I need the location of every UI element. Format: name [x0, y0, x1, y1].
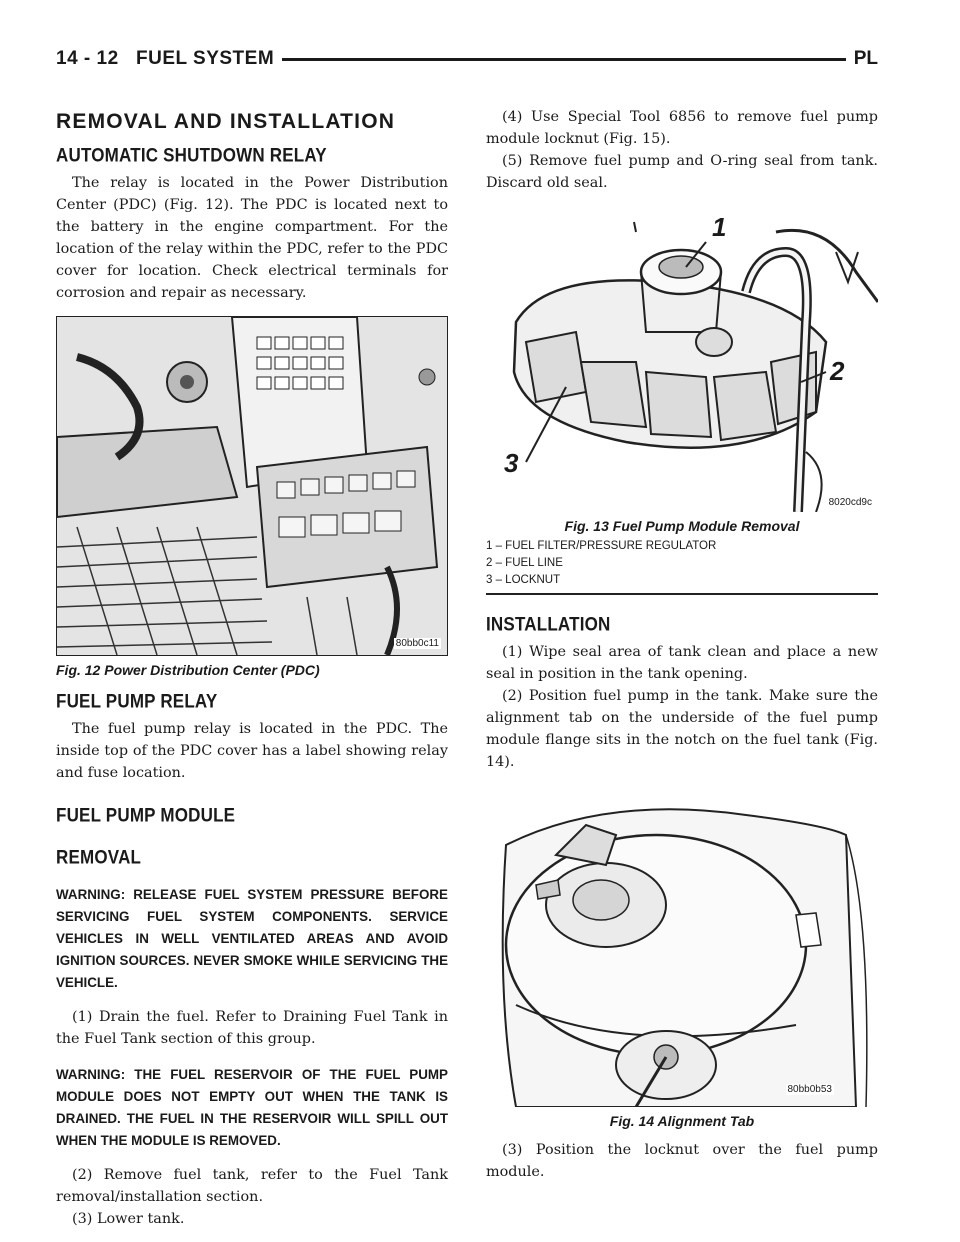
- figure-12: [56, 316, 448, 678]
- fig13-caption: Fig. 13 Fuel Pump Module Removal: [564, 518, 800, 534]
- legend-item: 2 – FUEL LINE: [486, 557, 563, 569]
- warning-reservoir: WARNING: THE FUEL RESERVOIR OF THE FUEL PUMP MODULE DOES NOT EMPTY OUT WHEN THE TANK IS DRAINED. THE FUEL IN THE RESERVOIR WILL SPILL OUT WHEN THE MODULE IS REMOVED.: [56, 1067, 448, 1148]
- fig12-caption: Fig. 12 Power Distribution Center (PDC): [56, 662, 320, 678]
- removal-heading: REMOVAL: [56, 846, 142, 869]
- figure-13: [486, 212, 878, 595]
- removal-step-3: (3) Lower tank.: [72, 1211, 185, 1227]
- fig13-legend: [486, 538, 878, 589]
- fig14-caption: Fig. 14 Alignment Tab: [609, 1113, 755, 1129]
- alignment-tab-drawing: [486, 795, 878, 1107]
- fig13-rule: [486, 593, 878, 595]
- right-column: [486, 106, 878, 1183]
- left-column: [56, 106, 448, 1230]
- main-title: REMOVAL AND INSTALLATION: [56, 110, 396, 133]
- alignment-tab-illustration: [486, 795, 878, 1107]
- asd-heading: AUTOMATIC SHUTDOWN RELAY: [56, 144, 327, 167]
- pdc-drawing: [57, 317, 447, 655]
- removal-step-2: (2) Remove fuel tank, refer to the Fuel Tank removal/installation section.: [56, 1167, 448, 1205]
- figure-14: [486, 795, 878, 1129]
- legend-item: 3 – LOCKNUT: [486, 574, 561, 586]
- header-page-section: 14 - 12 FUEL SYSTEM: [56, 48, 282, 70]
- fig13-callout-1: 1: [712, 212, 727, 242]
- fig14-code: 80bb0b53: [787, 1084, 832, 1095]
- removal-step-5: (5) Remove fuel pump and O-ring seal from tank. Discard old seal.: [486, 153, 878, 191]
- fpm-heading: FUEL PUMP MODULE: [56, 804, 236, 827]
- fig13-callout-2: 2: [830, 356, 845, 386]
- fuel-pump-drawing: [486, 212, 878, 512]
- fpr-heading: FUEL PUMP RELAY: [56, 690, 218, 713]
- header-code: PL: [846, 48, 878, 70]
- fig13-callout-3: 3: [504, 448, 519, 478]
- install-step-2: (2) Position fuel pump in the tank. Make sure the alignment tab on the underside of the fuel pump module flange sits in the notch on the fuel tank (Fig. 14).: [486, 688, 878, 770]
- page-header: [56, 48, 878, 78]
- legend-item: 1 – FUEL FILTER/PRESSURE REGULATOR: [486, 540, 717, 552]
- fuel-pump-illustration: [486, 212, 878, 512]
- fig13-code: 8020cd9c: [828, 497, 872, 508]
- fig12-code: 80bb0c11: [395, 638, 439, 649]
- install-step-1: (1) Wipe seal area of tank clean and place a new seal in position in the tank opening.: [486, 644, 878, 682]
- pdc-illustration: [56, 316, 448, 656]
- removal-step-4: (4) Use Special Tool 6856 to remove fuel pump module locknut (Fig. 15).: [486, 109, 878, 147]
- fpr-paragraph: The fuel pump relay is located in the PDC. The inside top of the PDC cover has a label showing relay and fuse location.: [56, 721, 448, 781]
- install-step-3: (3) Position the locknut over the fuel pump module.: [486, 1142, 878, 1180]
- warning-pressure: WARNING: RELEASE FUEL SYSTEM PRESSURE BEFORE SERVICING FUEL SYSTEM COMPONENTS. SERVICE VEHICLES IN WELL VENTILATED AREAS AND AVOID IGNITION SOURCES. NEVER SMOKE WHILE SERVICING THE VEHICLE.: [56, 887, 448, 990]
- removal-step-1: (1) Drain the fuel. Refer to Draining Fuel Tank in the Fuel Tank section of this group.: [56, 1009, 448, 1047]
- installation-heading: INSTALLATION: [486, 613, 611, 636]
- asd-paragraph: The relay is located in the Power Distribution Center (PDC) (Fig. 12). The PDC is located next to the battery in the engine compartment. For the location of the relay within the PDC, refer to the PDC cover for location. Check electrical terminals for corrosion and repair as necessary.: [56, 175, 448, 301]
